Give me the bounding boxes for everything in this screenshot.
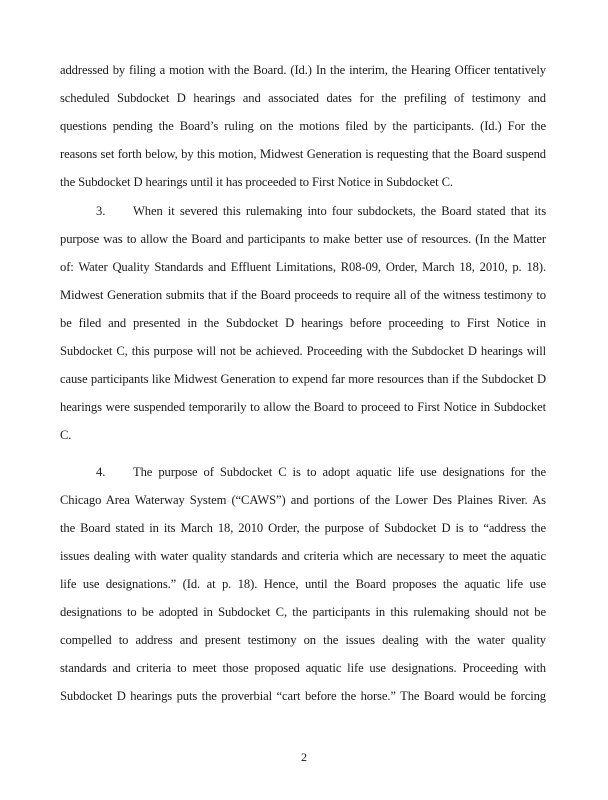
text-line-22: standards and criteria to meet those proposed aquatic life use designations. Proceeding with	[60, 661, 546, 675]
text-line-15: The purpose of Subdocket C is to adopt aquatic life use designations for the	[133, 465, 546, 479]
text-line-13: hearings were suspended temporarily to allow the Board to proceed to First Notice in Subdocket	[60, 400, 546, 414]
text-line-9: Midwest Generation submits that if the Board proceeds to require all of the witness testimony to	[60, 288, 546, 302]
page-number: 2	[301, 750, 307, 764]
paragraph-3-first-line	[96, 203, 546, 219]
text-line-21: compelled to address and present testimony on the issues dealing with the water quality	[60, 633, 546, 647]
text-line-2: scheduled Subdocket D hearings and associated dates for the prefiling of testimony and	[60, 91, 546, 105]
text-line-8: of: Water Quality Standards and Effluent Limitations, R08-09, Order, March 18, 2010, p. 18).	[60, 260, 546, 274]
text-line-18: issues dealing with water quality standards and criteria which are necessary to meet the aquatic	[60, 549, 546, 563]
text-line-16: Chicago Area Waterway System (“CAWS”) and portions of the Lower Des Plaines River. As	[60, 493, 546, 507]
paragraph-number-3: 3.	[96, 204, 106, 218]
text-line-19: life use designations.” (Id. at p. 18). Hence, until the Board proposes the aquatic life use	[60, 577, 546, 591]
text-line-20: designations to be adopted in Subdocket C, the participants in this rulemaking should not be	[60, 605, 546, 619]
text-line-14: C.	[60, 428, 72, 442]
paragraph-4-first-line	[96, 464, 546, 480]
text-line-1: addressed by filing a motion with the Board. (Id.) In the interim, the Hearing Officer tentatively	[60, 63, 546, 77]
text-line-6: When it severed this rulemaking into four subdockets, the Board stated that its	[133, 204, 546, 218]
text-line-10: be filed and presented in the Subdocket D hearings before proceeding to First Notice in	[60, 316, 546, 330]
text-line-23: Subdocket D hearings puts the proverbial “cart before the horse.” The Board would be forcing	[60, 689, 546, 703]
text-line-12: cause participants like Midwest Generation to expend far more resources than if the Subdocket D	[60, 372, 546, 386]
text-line-4: reasons set forth below, by this motion, Midwest Generation is requesting that the Board suspend	[60, 147, 546, 161]
paragraph-number-4: 4.	[96, 465, 106, 479]
text-line-3: questions pending the Board’s ruling on the motions filed by the participants. (Id.) For the	[60, 119, 546, 133]
text-line-11: Subdocket C, this purpose will not be achieved. Proceeding with the Subdocket D hearings will	[60, 344, 546, 358]
text-line-5: the Subdocket D hearings until it has proceeded to First Notice in Subdocket C.	[60, 175, 453, 189]
text-line-17: the Board stated in its March 18, 2010 Order, the purpose of Subdocket D is to “address the	[60, 521, 546, 535]
text-line-7: purpose was to allow the Board and participants to make better use of resources. (In the Matter	[60, 232, 546, 246]
